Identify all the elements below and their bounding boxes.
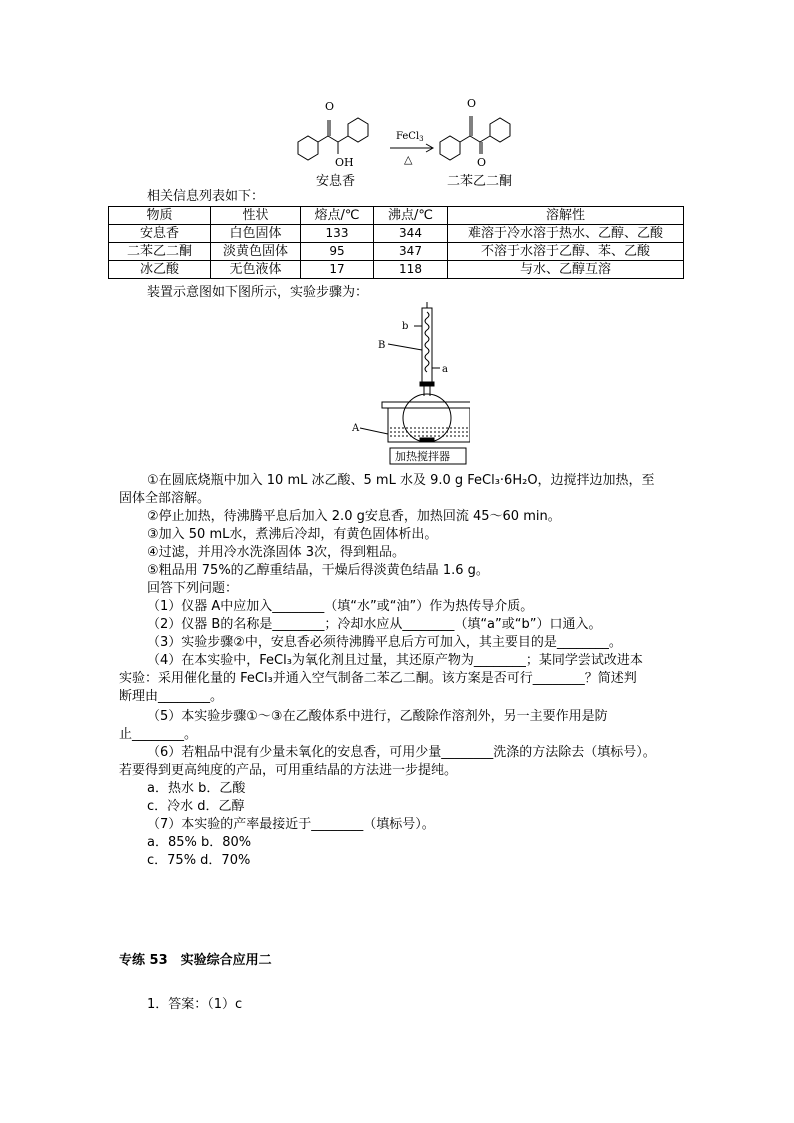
question-4: （4）在本实验中，FeCl₃为氧化剂且过量，其还原产物为________；某同学尝试改进本 (147, 653, 643, 668)
question-3: （3）实验步骤②中，安息香必须待沸腾平息后方可加入，其主要目的是________。 (147, 635, 622, 650)
step-1: ①在圆底烧瓶中加入 10 mL 冰乙酸、5 mL 水及 9.0 g FeCl₃·6H₂O，边搅拌边加热，至 (147, 473, 655, 488)
table-row (109, 261, 684, 279)
question-2: （2）仪器 B的名称是________；冷却水应从________（填“a”或“b”）口通入。 (147, 617, 602, 632)
table-cell: 95 (301, 243, 374, 261)
table-header: 物质 (109, 207, 211, 225)
table-header: 熔点/℃ (301, 207, 374, 225)
step-1-cont: 固体全部溶解。 (119, 491, 211, 506)
product-name: 二苯乙二酮 (447, 174, 513, 189)
step-2: ②停止加热，待沸腾平息后加入 2.0 g安息香，加热回流 45～60 min。 (147, 509, 561, 524)
table-header: 溶解性 (448, 207, 684, 225)
stirrer-label: 加热搅拌器 (395, 450, 450, 463)
label-a: a (442, 364, 448, 375)
atom-oh: OH (335, 156, 354, 169)
label-B: B (378, 340, 386, 351)
question-4-cont-2: 断理由________。 (119, 689, 224, 704)
reactant-name: 安息香 (316, 174, 356, 189)
table-cell: 安息香 (109, 225, 211, 243)
question-6-cont: 若要得到更高纯度的产品，可用重结晶的方法进一步提纯。 (119, 763, 458, 778)
table-row (109, 225, 684, 243)
atom-o-1: O (325, 100, 335, 113)
table-cell: 冰乙酸 (109, 261, 211, 279)
label-b: b (402, 321, 409, 332)
table-cell: 118 (374, 261, 448, 279)
question-1: （1）仪器 A中应加入________（填“水”或“油”）作为热传导介质。 (147, 599, 534, 614)
question-6-options-ab: a．热水 b．乙酸 (147, 781, 246, 796)
table-cell: 不溶于水溶于乙醇、苯、乙酸 (448, 243, 684, 261)
answer-line: 1．答案：（1）c (147, 997, 243, 1012)
table-header: 沸点/℃ (374, 207, 448, 225)
atom-o-3: O (477, 156, 487, 169)
step-3: ③加入 50 mL水，煮沸后冷却，有黄色固体析出。 (147, 527, 438, 542)
question-6: （6）若粗品中混有少量未氧化的安息香，可用少量________洗涤的方法除去（填标号）。 (147, 745, 656, 760)
phenyl-ring-1 (298, 136, 318, 160)
question-5: （5）本实验步骤①～③在乙酸体系中进行，乙酸除作溶剂外，另一主要作用是防 (147, 709, 608, 724)
apparatus-intro: 装置示意图如下图所示，实验步骤为： (147, 285, 369, 300)
question-4-cont: 实验：采用催化量的 FeCl₃并通入空气制备二苯乙二酮。该方案是否可行________？简述判 (119, 671, 637, 686)
phenyl-ring-3 (440, 136, 460, 160)
questions-intro: 回答下列问题： (147, 581, 239, 596)
question-7: （7）本实验的产率最接近于________（填标号）。 (147, 817, 435, 832)
phenyl-ring-4 (490, 118, 510, 142)
question-7-options-cd: c．75% d．70% (147, 853, 251, 868)
question-6-options-cd: c．冷水 d．乙醇 (147, 799, 245, 814)
question-5-cont: 止________。 (119, 727, 198, 742)
info-table (108, 206, 684, 279)
table-cell: 难溶于冷水溶于热水、乙醇、乙酸 (448, 225, 684, 243)
section-title: 专练 53 实验综合应用二 (119, 953, 272, 968)
label-A: A (352, 423, 360, 434)
table-header: 性状 (211, 207, 301, 225)
phenyl-ring-2 (348, 118, 368, 142)
table-cell: 无色液体 (211, 261, 301, 279)
reagent-label: FeCl$_3$ (396, 131, 424, 143)
apparatus-diagram (350, 300, 470, 470)
step-5: ⑤粗品用 75%的乙醇重结晶，干燥后得淡黄色结晶 1.6 g。 (147, 563, 489, 578)
table-cell: 淡黄色固体 (211, 243, 301, 261)
table-cell: 133 (301, 225, 374, 243)
table-cell: 白色固体 (211, 225, 301, 243)
table-cell: 二苯乙二酮 (109, 243, 211, 261)
step-4: ④过滤，并用冷水洗涤固体 3次，得到粗品。 (147, 545, 406, 560)
table-header-row (109, 207, 684, 225)
table-cell: 17 (301, 261, 374, 279)
question-7-options-ab: a．85% b．80% (147, 835, 252, 850)
table-cell: 347 (374, 243, 448, 261)
condition-label: △ (404, 153, 413, 166)
table-row (109, 243, 684, 261)
table-intro: 相关信息列表如下： (147, 189, 265, 204)
atom-o-2: O (467, 97, 477, 110)
table-cell: 344 (374, 225, 448, 243)
table-cell: 与水、乙醇互溶 (448, 261, 684, 279)
